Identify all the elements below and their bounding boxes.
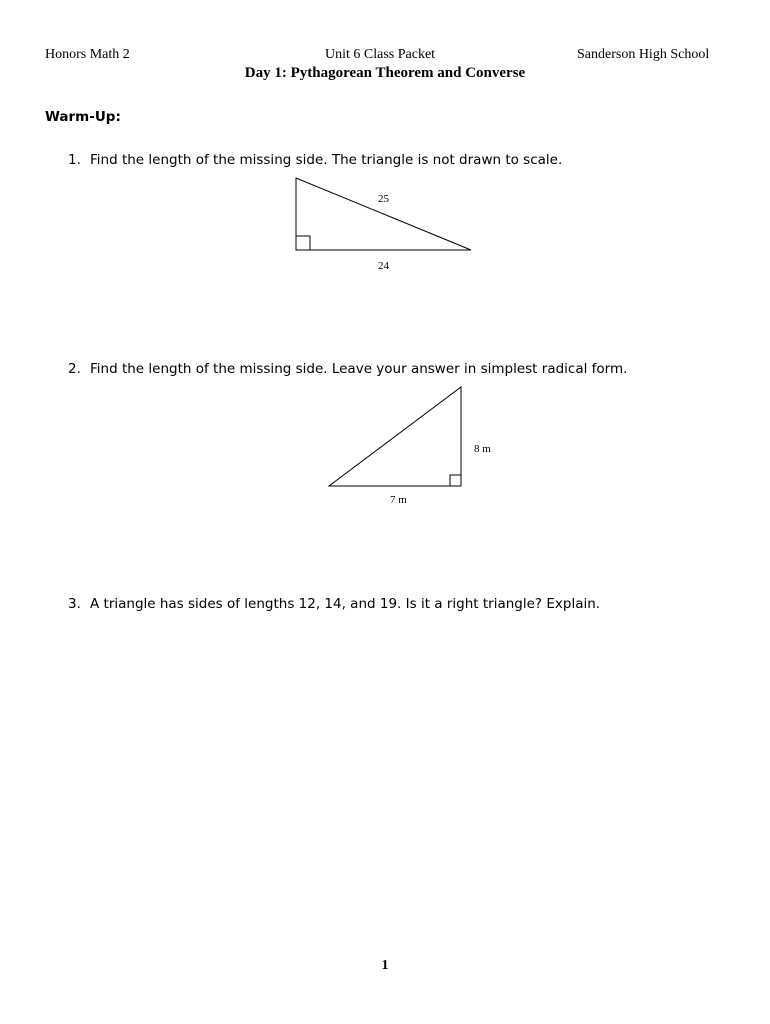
question-1-text: Find the length of the missing side. The triangle is not drawn to scale.: [90, 152, 563, 168]
question-3-number: 3.: [68, 596, 81, 612]
page-title: Day 1: Pythagorean Theorem and Converse: [244, 65, 526, 81]
right-angle-marker-2: [450, 475, 461, 486]
question-2-number: 2.: [68, 361, 81, 377]
right-triangle-2: [329, 387, 461, 486]
right-angle-marker-1: [296, 236, 310, 250]
base-label-1: 24: [378, 260, 389, 272]
warmup-heading: Warm-Up:: [45, 109, 121, 125]
question-3-text: A triangle has sides of lengths 12, 14, and 19. Is it a right triangle? Explain.: [90, 596, 601, 612]
hypotenuse-label: 25: [378, 193, 389, 205]
right-triangle-1: [296, 178, 471, 250]
header-unit: Unit 6 Class Packet: [325, 47, 436, 62]
question-2: [68, 361, 627, 377]
height-label-2: 8 m: [474, 443, 491, 455]
page-number: 1: [381, 958, 389, 973]
question-3: [68, 596, 600, 612]
header-course: Honors Math 2: [45, 47, 130, 62]
question-2-text: Find the length of the missing side. Leave your answer in simplest radical form.: [90, 361, 628, 377]
base-label-2: 7 m: [390, 494, 407, 506]
question-1-number: 1.: [68, 152, 81, 168]
header-school: Sanderson High School: [577, 47, 710, 62]
